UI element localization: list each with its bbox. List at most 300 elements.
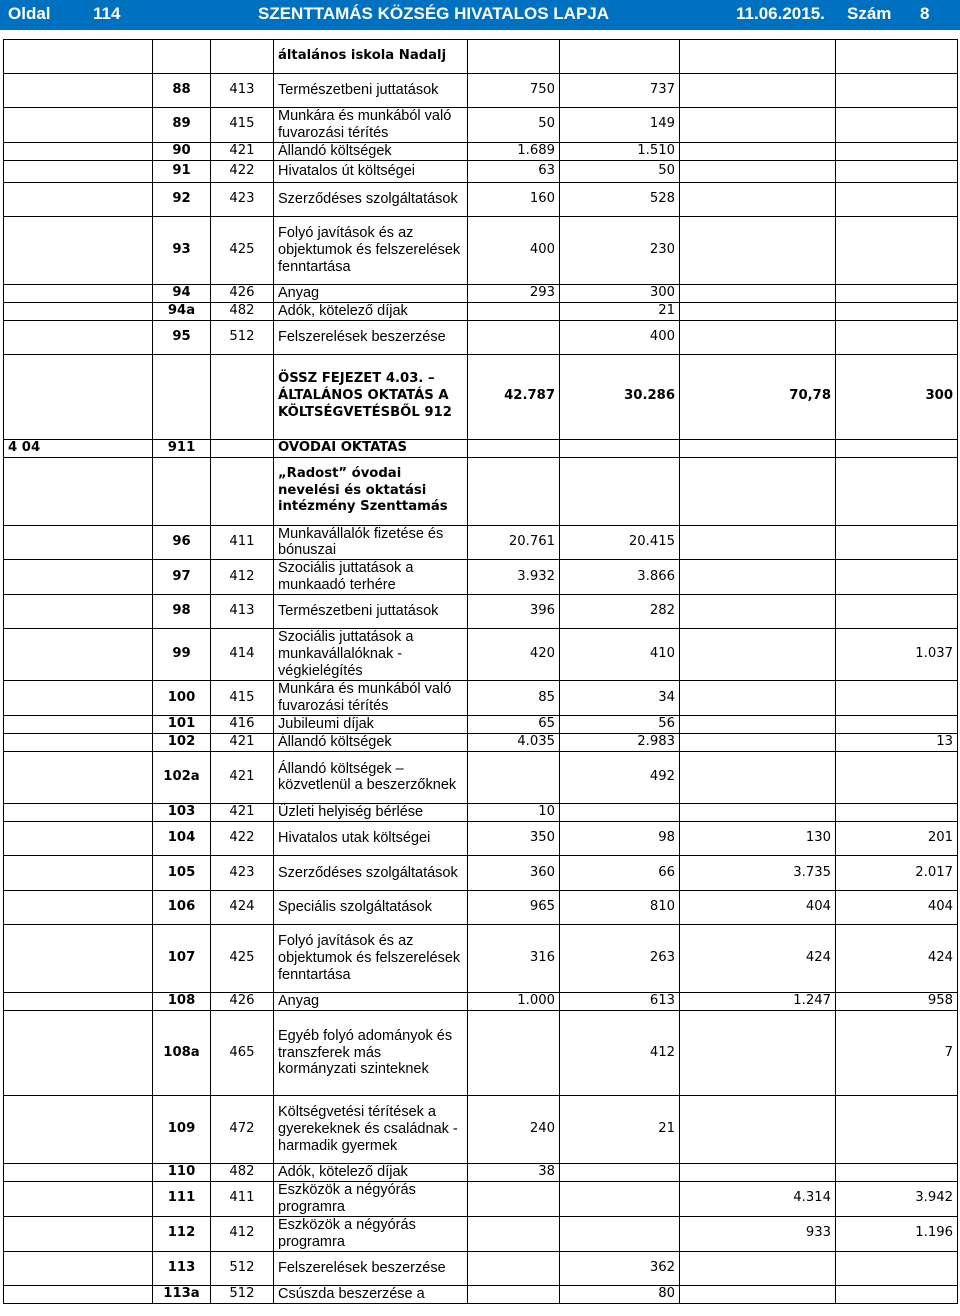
description-cell: Szerződéses szolgáltatások: [274, 182, 468, 216]
description-cell: Állandó költségek – közvetlenül a beszerzőknek: [274, 751, 468, 803]
value-actual-cell: 810: [560, 890, 680, 924]
value-fourth-cell: [836, 160, 958, 182]
table-row: [4, 1095, 958, 1163]
value-fourth-cell: [836, 560, 958, 595]
value-plan-cell: [468, 320, 560, 354]
value-fourth-cell: [836, 716, 958, 734]
value-third-cell: [680, 525, 836, 560]
description-cell: Folyó javítások és az objektumok és felszerelések fenntartása: [274, 216, 468, 284]
table-row: [4, 560, 958, 595]
table-row: [4, 354, 958, 439]
value-plan-cell: 42.787: [468, 354, 560, 439]
table-row: [4, 1251, 958, 1285]
row-number-cell: [153, 40, 211, 74]
section-cell: [4, 302, 153, 320]
row-number-cell: 110: [153, 1163, 211, 1181]
row-number-cell: 98: [153, 595, 211, 629]
value-third-cell: 4.314: [680, 1181, 836, 1216]
value-plan-cell: [468, 439, 560, 457]
value-third-cell: [680, 74, 836, 108]
row-number-cell: 107: [153, 924, 211, 992]
row-number-cell: 99: [153, 629, 211, 681]
value-actual-cell: 362: [560, 1251, 680, 1285]
value-actual-cell: 613: [560, 992, 680, 1010]
row-number-cell: 90: [153, 142, 211, 160]
value-third-cell: [680, 1010, 836, 1095]
value-third-cell: 3.735: [680, 855, 836, 890]
account-code-cell: 482: [211, 302, 274, 320]
section-cell: [4, 142, 153, 160]
table-row: [4, 525, 958, 560]
table-row: [4, 734, 958, 752]
value-actual-cell: 30.286: [560, 354, 680, 439]
account-code-cell: 421: [211, 751, 274, 803]
value-plan-cell: [468, 302, 560, 320]
value-fourth-cell: [836, 751, 958, 803]
value-actual-cell: [560, 1181, 680, 1216]
value-actual-cell: 50: [560, 160, 680, 182]
table-row: [4, 284, 958, 302]
value-fourth-cell: 300: [836, 354, 958, 439]
section-cell: [4, 1216, 153, 1251]
value-plan-cell: 965: [468, 890, 560, 924]
row-number-cell: 88: [153, 74, 211, 108]
row-number-cell: 89: [153, 108, 211, 143]
description-cell: Adók, kötelező díjak: [274, 302, 468, 320]
row-number-cell: 102a: [153, 751, 211, 803]
section-cell: [4, 457, 153, 525]
value-actual-cell: 3.866: [560, 560, 680, 595]
value-plan-cell: 293: [468, 284, 560, 302]
value-plan-cell: [468, 751, 560, 803]
value-actual-cell: 410: [560, 629, 680, 681]
value-fourth-cell: 2.017: [836, 855, 958, 890]
value-third-cell: [680, 160, 836, 182]
account-code-cell: 424: [211, 890, 274, 924]
row-number-cell: 109: [153, 1095, 211, 1163]
page-label: Oldal: [8, 4, 51, 23]
value-fourth-cell: [836, 40, 958, 74]
value-third-cell: 70,78: [680, 354, 836, 439]
value-plan-cell: 360: [468, 855, 560, 890]
value-third-cell: 404: [680, 890, 836, 924]
section-cell: [4, 1163, 153, 1181]
section-cell: 4 04: [4, 439, 153, 457]
description-cell: Költségvetési térítések a gyerekeknek és családnak - harmadik gyermek: [274, 1095, 468, 1163]
value-actual-cell: 492: [560, 751, 680, 803]
value-third-cell: [680, 284, 836, 302]
description-cell: Hivatalos út költségei: [274, 160, 468, 182]
value-plan-cell: 750: [468, 74, 560, 108]
description-cell: Üzleti helyiség bérlése: [274, 803, 468, 821]
row-number-cell: 97: [153, 560, 211, 595]
row-number-cell: 100: [153, 681, 211, 716]
description-cell: Csúszda beszerzése a: [274, 1285, 468, 1303]
value-fourth-cell: [836, 1095, 958, 1163]
value-actual-cell: [560, 1163, 680, 1181]
account-code-cell: 423: [211, 855, 274, 890]
row-number-cell: 94a: [153, 302, 211, 320]
table-row: [4, 629, 958, 681]
value-plan-cell: 38: [468, 1163, 560, 1181]
account-code-cell: 421: [211, 734, 274, 752]
row-number-cell: 91: [153, 160, 211, 182]
value-plan-cell: 1.689: [468, 142, 560, 160]
section-cell: [4, 629, 153, 681]
table-row: [4, 803, 958, 821]
section-cell: [4, 1251, 153, 1285]
value-fourth-cell: 424: [836, 924, 958, 992]
account-code-cell: 422: [211, 821, 274, 855]
value-actual-cell: 34: [560, 681, 680, 716]
row-number-cell: 106: [153, 890, 211, 924]
table-row: [4, 821, 958, 855]
section-cell: [4, 108, 153, 143]
section-cell: [4, 803, 153, 821]
value-plan-cell: [468, 457, 560, 525]
value-third-cell: [680, 1095, 836, 1163]
account-code-cell: 472: [211, 1095, 274, 1163]
account-code-cell: 411: [211, 1181, 274, 1216]
table-row: [4, 74, 958, 108]
row-number-cell: [153, 354, 211, 439]
value-plan-cell: 396: [468, 595, 560, 629]
page-header: [0, 0, 960, 30]
description-cell: Hivatalos utak költségei: [274, 821, 468, 855]
section-cell: [4, 1285, 153, 1303]
table-row: [4, 457, 958, 525]
value-fourth-cell: [836, 320, 958, 354]
section-cell: [4, 734, 153, 752]
description-cell: Szociális juttatások a munkavállalóknak - végkielégítés: [274, 629, 468, 681]
section-cell: [4, 525, 153, 560]
account-code-cell: 512: [211, 320, 274, 354]
value-fourth-cell: [836, 595, 958, 629]
section-cell: [4, 182, 153, 216]
value-fourth-cell: [836, 74, 958, 108]
value-actual-cell: [560, 1216, 680, 1251]
table-row: [4, 751, 958, 803]
account-code-cell: 415: [211, 681, 274, 716]
value-actual-cell: 400: [560, 320, 680, 354]
description-cell: Eszközök a négyórás programra: [274, 1181, 468, 1216]
row-number-cell: 108: [153, 992, 211, 1010]
value-third-cell: [680, 320, 836, 354]
account-code-cell: 421: [211, 803, 274, 821]
description-cell: Állandó költségek: [274, 142, 468, 160]
account-code-cell: 413: [211, 595, 274, 629]
value-actual-cell: 528: [560, 182, 680, 216]
description-cell: Munkára és munkából való fuvarozási térítés: [274, 108, 468, 143]
description-cell: ÓVODAI OKTATÁS: [274, 439, 468, 457]
account-code-cell: 482: [211, 1163, 274, 1181]
description-cell: Anyag: [274, 284, 468, 302]
description-cell: Szociális juttatások a munkaadó terhére: [274, 560, 468, 595]
value-fourth-cell: [836, 108, 958, 143]
value-plan-cell: 316: [468, 924, 560, 992]
section-cell: [4, 560, 153, 595]
description-cell: Állandó költségek: [274, 734, 468, 752]
table-row: [4, 992, 958, 1010]
value-plan-cell: 420: [468, 629, 560, 681]
account-code-cell: [211, 457, 274, 525]
value-actual-cell: [560, 803, 680, 821]
row-number-cell: 96: [153, 525, 211, 560]
section-cell: [4, 284, 153, 302]
description-cell: Felszerelések beszerzése: [274, 1251, 468, 1285]
section-cell: [4, 40, 153, 74]
account-code-cell: 414: [211, 629, 274, 681]
row-number-cell: [153, 457, 211, 525]
value-plan-cell: 63: [468, 160, 560, 182]
value-plan-cell: 4.035: [468, 734, 560, 752]
table-row: [4, 924, 958, 992]
account-code-cell: 512: [211, 1251, 274, 1285]
value-fourth-cell: [836, 216, 958, 284]
page-number: 114: [93, 4, 121, 23]
description-cell: Egyéb folyó adományok és transzferek más kormányzati szinteknek: [274, 1010, 468, 1095]
value-fourth-cell: 404: [836, 890, 958, 924]
value-fourth-cell: 1.196: [836, 1216, 958, 1251]
row-number-cell: 102: [153, 734, 211, 752]
table-row: [4, 40, 958, 74]
account-code-cell: [211, 439, 274, 457]
account-code-cell: 413: [211, 74, 274, 108]
value-third-cell: [680, 734, 836, 752]
value-actual-cell: 2.983: [560, 734, 680, 752]
section-cell: [4, 751, 153, 803]
table-row: [4, 595, 958, 629]
section-cell: [4, 821, 153, 855]
description-cell: Anyag: [274, 992, 468, 1010]
account-code-cell: 425: [211, 216, 274, 284]
value-actual-cell: 230: [560, 216, 680, 284]
value-actual-cell: [560, 439, 680, 457]
section-cell: [4, 992, 153, 1010]
value-third-cell: [680, 595, 836, 629]
section-cell: [4, 354, 153, 439]
row-number-cell: 105: [153, 855, 211, 890]
description-cell: Munkavállalók fizetése és bónuszai: [274, 525, 468, 560]
table-row: [4, 320, 958, 354]
value-third-cell: 424: [680, 924, 836, 992]
value-plan-cell: 20.761: [468, 525, 560, 560]
value-third-cell: [680, 629, 836, 681]
account-code-cell: [211, 354, 274, 439]
value-third-cell: [680, 681, 836, 716]
section-cell: [4, 160, 153, 182]
value-fourth-cell: [836, 142, 958, 160]
account-code-cell: 422: [211, 160, 274, 182]
account-code-cell: 426: [211, 992, 274, 1010]
row-number-cell: 92: [153, 182, 211, 216]
description-cell: Eszközök a négyórás programra: [274, 1216, 468, 1251]
value-fourth-cell: [836, 525, 958, 560]
value-plan-cell: [468, 40, 560, 74]
value-third-cell: [680, 1251, 836, 1285]
section-cell: [4, 681, 153, 716]
description-cell: Folyó javítások és az objektumok és felszerelések fenntartása: [274, 924, 468, 992]
section-cell: [4, 320, 153, 354]
value-actual-cell: [560, 40, 680, 74]
value-third-cell: [680, 108, 836, 143]
value-fourth-cell: [836, 439, 958, 457]
account-code-cell: 421: [211, 142, 274, 160]
value-fourth-cell: 958: [836, 992, 958, 1010]
section-cell: [4, 1095, 153, 1163]
description-cell: Speciális szolgáltatások: [274, 890, 468, 924]
value-third-cell: [680, 40, 836, 74]
budget-table: [3, 39, 958, 1304]
table-row: [4, 855, 958, 890]
value-fourth-cell: [836, 1163, 958, 1181]
section-cell: [4, 1181, 153, 1216]
row-number-cell: 911: [153, 439, 211, 457]
description-cell: Természetbeni juttatások: [274, 595, 468, 629]
table-row: [4, 1181, 958, 1216]
value-plan-cell: [468, 1181, 560, 1216]
value-fourth-cell: 13: [836, 734, 958, 752]
table-row: [4, 182, 958, 216]
value-actual-cell: 21: [560, 1095, 680, 1163]
value-actual-cell: 20.415: [560, 525, 680, 560]
value-actual-cell: 149: [560, 108, 680, 143]
account-code-cell: 426: [211, 284, 274, 302]
value-fourth-cell: [836, 182, 958, 216]
section-cell: [4, 1010, 153, 1095]
value-actual-cell: 412: [560, 1010, 680, 1095]
value-actual-cell: 80: [560, 1285, 680, 1303]
value-actual-cell: [560, 457, 680, 525]
row-number-cell: 95: [153, 320, 211, 354]
issue-number: 8: [920, 4, 930, 23]
section-cell: [4, 74, 153, 108]
section-cell: [4, 716, 153, 734]
table-row: [4, 681, 958, 716]
value-plan-cell: [468, 1010, 560, 1095]
row-number-cell: 108a: [153, 1010, 211, 1095]
issue-label: Szám: [847, 4, 892, 23]
account-code-cell: 415: [211, 108, 274, 143]
value-fourth-cell: [836, 1285, 958, 1303]
description-cell: Adók, kötelező díjak: [274, 1163, 468, 1181]
value-actual-cell: 282: [560, 595, 680, 629]
value-plan-cell: [468, 1216, 560, 1251]
description-cell: „Radost” óvodai nevelési és oktatási intézmény Szenttamás: [274, 457, 468, 525]
value-actual-cell: 66: [560, 855, 680, 890]
table-row: [4, 716, 958, 734]
value-third-cell: 1.247: [680, 992, 836, 1010]
description-cell: Természetbeni juttatások: [274, 74, 468, 108]
section-cell: [4, 855, 153, 890]
value-actual-cell: 21: [560, 302, 680, 320]
value-plan-cell: 160: [468, 182, 560, 216]
value-plan-cell: 350: [468, 821, 560, 855]
value-actual-cell: 263: [560, 924, 680, 992]
account-code-cell: 416: [211, 716, 274, 734]
value-fourth-cell: [836, 302, 958, 320]
table-row: [4, 439, 958, 457]
value-third-cell: [680, 439, 836, 457]
row-number-cell: 112: [153, 1216, 211, 1251]
account-code-cell: [211, 40, 274, 74]
table-row: [4, 160, 958, 182]
description-cell: ÖSSZ FEJEZET 4.03. – ÁLTALÁNOS OKTATÁS A KÖLTSÉGVETÉSBŐL 912: [274, 354, 468, 439]
table-row: [4, 142, 958, 160]
value-third-cell: [680, 457, 836, 525]
value-third-cell: [680, 142, 836, 160]
value-plan-cell: 240: [468, 1095, 560, 1163]
value-third-cell: [680, 803, 836, 821]
section-cell: [4, 595, 153, 629]
account-code-cell: 411: [211, 525, 274, 560]
value-fourth-cell: [836, 1251, 958, 1285]
description-cell: általános iskola Nadalj: [274, 40, 468, 74]
value-third-cell: [680, 751, 836, 803]
description-cell: Jubileumi díjak: [274, 716, 468, 734]
section-cell: [4, 924, 153, 992]
section-cell: [4, 890, 153, 924]
table-row: [4, 1163, 958, 1181]
value-third-cell: [680, 1163, 836, 1181]
row-number-cell: 104: [153, 821, 211, 855]
value-actual-cell: 737: [560, 74, 680, 108]
description-cell: Munkára és munkából való fuvarozási térítés: [274, 681, 468, 716]
table-row: [4, 890, 958, 924]
description-cell: Szerződéses szolgáltatások: [274, 855, 468, 890]
value-fourth-cell: [836, 457, 958, 525]
account-code-cell: 412: [211, 1216, 274, 1251]
value-plan-cell: 85: [468, 681, 560, 716]
publication-title: SZENTTAMÁS KÖZSÉG HIVATALOS LAPJA: [258, 4, 610, 23]
value-actual-cell: 98: [560, 821, 680, 855]
table-body: [4, 40, 958, 1304]
value-plan-cell: [468, 1285, 560, 1303]
row-number-cell: 113a: [153, 1285, 211, 1303]
row-number-cell: 113: [153, 1251, 211, 1285]
account-code-cell: 465: [211, 1010, 274, 1095]
value-actual-cell: 1.510: [560, 142, 680, 160]
account-code-cell: 425: [211, 924, 274, 992]
value-third-cell: [680, 560, 836, 595]
value-actual-cell: 300: [560, 284, 680, 302]
issue-date: 11.06.2015.: [736, 4, 825, 23]
row-number-cell: 93: [153, 216, 211, 284]
value-fourth-cell: 3.942: [836, 1181, 958, 1216]
value-plan-cell: 10: [468, 803, 560, 821]
table-row: [4, 1216, 958, 1251]
row-number-cell: 101: [153, 716, 211, 734]
account-code-cell: 412: [211, 560, 274, 595]
account-code-cell: 423: [211, 182, 274, 216]
section-cell: [4, 216, 153, 284]
table-row: [4, 108, 958, 143]
row-number-cell: 94: [153, 284, 211, 302]
value-third-cell: 933: [680, 1216, 836, 1251]
table-row: [4, 1285, 958, 1303]
value-third-cell: [680, 1285, 836, 1303]
value-fourth-cell: [836, 803, 958, 821]
value-third-cell: [680, 302, 836, 320]
table-row: [4, 302, 958, 320]
table-row: [4, 1010, 958, 1095]
value-plan-cell: 400: [468, 216, 560, 284]
value-third-cell: [680, 216, 836, 284]
value-third-cell: [680, 716, 836, 734]
value-fourth-cell: 1.037: [836, 629, 958, 681]
value-fourth-cell: 7: [836, 1010, 958, 1095]
row-number-cell: 103: [153, 803, 211, 821]
